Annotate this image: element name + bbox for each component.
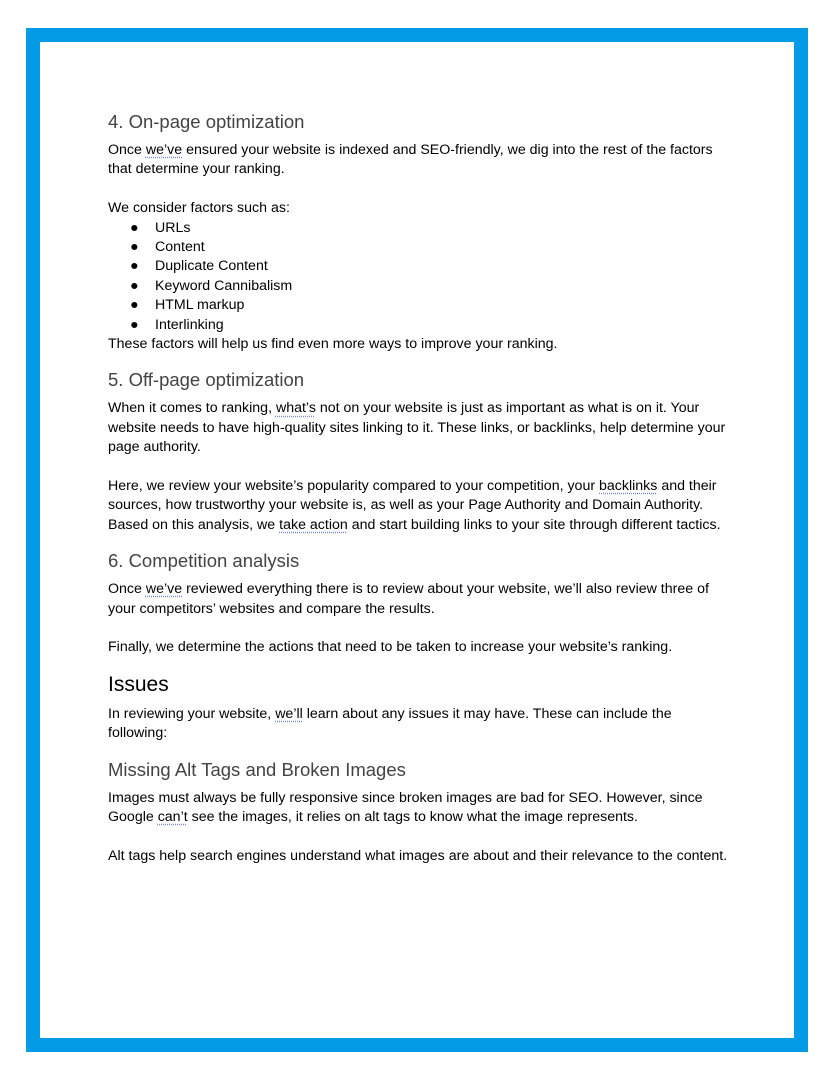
offpage-paragraph-2: Here, we review your website’s popularity compared to your competition, your backlinks and their sources, how trustworthy your website is, as well as your Page Authority and Domain Authority. Based on this analysis, we take action and start building links to your site through different tactics. bbox=[108, 478, 721, 533]
section-heading-offpage: 5. Off-page optimization bbox=[108, 369, 305, 391]
onpage-paragraph-1: Once we’ve ensured your website is indexed and SEO-friendly, we dig into the rest of the factors that determine your ranking. bbox=[108, 142, 713, 178]
competition-paragraph-2: Finally, we determine the actions that need to be taken to increase your website’s ranking. bbox=[108, 639, 673, 656]
bullet-icon: ● bbox=[130, 316, 139, 333]
spellcheck-word: we’ve bbox=[145, 581, 183, 598]
spellcheck-word: we’ve bbox=[145, 142, 183, 158]
list-item: ● Content bbox=[108, 238, 733, 257]
issues-paragraph-1: In reviewing your website, we’ll learn about any issues it may have. These can include the following: bbox=[108, 705, 672, 742]
factor-list bbox=[108, 219, 733, 335]
list-item: ● Duplicate Content bbox=[108, 257, 733, 276]
list-item: ● HTML markup bbox=[108, 296, 733, 315]
offpage-paragraph-1: When it comes to ranking, what’s not on your website is just as important as what is on it. Your website needs to have high-quality sites linking to it. These links, or backlinks, help determine your page authority. bbox=[108, 400, 726, 456]
section-heading-issues: Issues bbox=[108, 672, 169, 696]
section-heading-onpage: 4. On-page optimization bbox=[108, 111, 305, 132]
bullet-icon: ● bbox=[130, 258, 139, 275]
competition-paragraph-1: Once we’ve reviewed everything there is to review about your website, we’ll also review three of your competitors’ websites and compare the results. bbox=[108, 581, 709, 617]
section-heading-competition: 6. Competition analysis bbox=[108, 550, 300, 572]
spellcheck-word: what’s bbox=[275, 400, 316, 417]
bullet-icon: ● bbox=[130, 239, 139, 256]
list-item: ● Interlinking bbox=[108, 316, 733, 335]
section-heading-alt-tags: Missing Alt Tags and Broken Images bbox=[108, 758, 406, 780]
document-body bbox=[108, 110, 733, 866]
alt-paragraph-1: Images must always be fully responsive since broken images are bad for SEO. However, since Google can’t see the images, it relies on alt tags to know what the image represents. bbox=[108, 789, 703, 826]
bullet-icon: ● bbox=[130, 219, 139, 236]
spellcheck-word: can’t bbox=[157, 809, 188, 826]
list-item: ● URLs bbox=[108, 219, 733, 238]
spellcheck-word: backlinks bbox=[599, 478, 658, 495]
onpage-closing: These factors will help us find even more ways to improve your ranking. bbox=[108, 336, 558, 353]
spellcheck-word: we’ll bbox=[275, 705, 303, 722]
bullet-icon: ● bbox=[130, 297, 139, 314]
onpage-list-intro: We consider factors such as: bbox=[108, 200, 290, 217]
list-item: ● Keyword Cannibalism bbox=[108, 277, 733, 296]
alt-paragraph-2: Alt tags help search engines understand what images are about and their relevance to the content. bbox=[108, 847, 728, 864]
bullet-icon: ● bbox=[130, 277, 139, 294]
spellcheck-word: take action bbox=[279, 516, 348, 533]
